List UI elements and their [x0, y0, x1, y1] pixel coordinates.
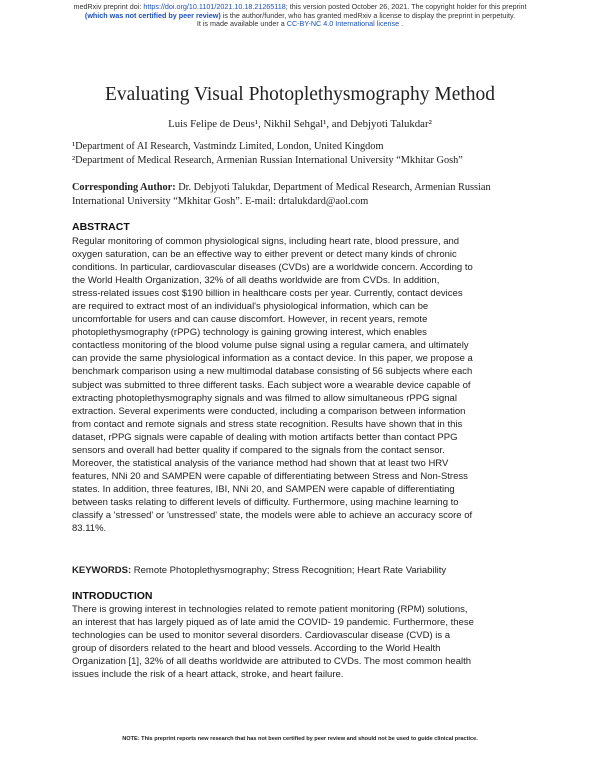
banner-line-2: (which was not certified by peer review) is the author/funder, who has granted medRxiv a license to display the preprint in perpetuity.: [84, 10, 516, 20]
corresponding-text: Dr. Debjyoti Talukdar, Department of Medical Research, Armenian Russian International University “Mkhitar Gosh”. E-mail: drtalukdard@aol.com: [72, 182, 491, 207]
text-line: the World Health Organization, 32% of all deaths worldwide are from CVDs. In addition,: [72, 275, 440, 287]
corresponding-author: [72, 181, 532, 209]
text-line: between tasks relating to different levels of difficulty. Furthermore, using machine learning to: [72, 496, 459, 508]
text-line: oxygen saturation, can be an effective way to either prevent or detect many kinds of chronic: [72, 249, 457, 261]
text-line: Organization [1], 32% of all deaths worldwide are attributed to CVDs. The most common health: [72, 656, 472, 668]
text-line: sensors and overall had better quality if compared to the signals from the contact sensor.: [72, 444, 445, 456]
text-line: can provide the same physiological information as a contact device. In this paper, we propose a: [72, 353, 473, 365]
license-link[interactable]: CC-BY-NC 4.0 International license: [286, 19, 400, 29]
abstract-body: [72, 235, 540, 535]
doi-link[interactable]: https://doi.org/10.1101/2021.10.18.21265118: [143, 2, 286, 11]
text-line: benchmark comparison using a new multimodal database consisting of 56 subjects where each: [72, 366, 473, 378]
text-line: extraction. Several experiments were conducted, including a comparison between information: [72, 405, 466, 417]
text-line: classify a 'stressed' or 'unstressed' state, the models were able to achieve an accuracy score of: [72, 509, 473, 521]
text-line: subject was submitted to three different tasks. Each subject wore a wearable device capable of: [72, 379, 471, 391]
text-line: 83.11%.: [72, 523, 107, 535]
text-line: group of disorders related to the heart and blood vessels. According to the World Health: [72, 643, 441, 655]
text-line: issues include the risk of a heart attack, stroke, and heart failure.: [72, 669, 344, 681]
keywords: [72, 565, 446, 576]
text-line: dataset, rPPG signals were capable of dealing with motion artifacts better than contact PPG: [72, 431, 458, 443]
preprint-banner: [0, 3, 600, 29]
text-line: stress-related issues cost $190 billion in healthcare costs per year. Currently, contact devices: [72, 288, 463, 300]
author-list: Luis Felipe de Deus¹, Nikhil Sehgal¹, and Debjyoti Talukdar²: [168, 118, 432, 130]
text-line: Regular monitoring of common physiological signs, including heart rate, blood pressure, and: [72, 236, 460, 247]
affiliation-1: ¹Department of AI Research, Vastmindz Limited, London, United Kingdom: [72, 141, 384, 152]
text-line: There is growing interest in technologies related to remote patient monitoring (RPM) solutions,: [72, 604, 468, 615]
paper-title: Evaluating Visual Photoplethysmography Method: [104, 84, 496, 105]
text-line: states. In addition, three features, IBI, NNi 20, and SAMPEN were capable of differentiating: [72, 483, 455, 495]
text-line: photoplethysmography (rPPG) technology is gaining growing interest, which enables: [72, 327, 427, 339]
keywords-text: Remote Photoplethysmography; Stress Recognition; Heart Rate Variability: [131, 565, 447, 576]
text-line: contactless monitoring of the blood volume pulse signal using a regular camera, and ultimately: [72, 340, 469, 352]
text-line: uncomfortable for users and can cause discomfort. However, in recent years, remote: [72, 314, 428, 326]
text-line: are required to extract most of an individual's physiological information, which can be: [72, 301, 429, 313]
banner-line-3: It is made available under a CC-BY-NC 4.0 International license .: [196, 19, 404, 29]
text-line: extracting photoplethysmography signals and was filmed to allow simultaneous rPPG signal: [72, 392, 457, 404]
keywords-label: KEYWORDS:: [72, 565, 132, 576]
text-line: an interest that has largely piqued as of late amid the COVID- 19 pandemic. Furthermore, these: [72, 617, 474, 629]
abstract-heading: ABSTRACT: [72, 221, 130, 233]
banner-line-1: medRxiv preprint doi: https://doi.org/10.1101/2021.10.18.21265118; this version posted October 26, 2021. The copyright holder for this preprint: [73, 2, 527, 11]
corresponding-label: Corresponding Author:: [72, 182, 176, 193]
text-line: conditions. In particular, cardiovascular diseases (CVDs) are a worldwide concern. According to: [72, 262, 473, 274]
introduction-body: [72, 603, 540, 681]
text-line: features, NNi 20 and SAMPEN were capable of differentiating between Stress and Non-Stress: [72, 470, 468, 482]
text-line: technologies can be used to monitor several disorders. Cardiovascular disease (CVD) is a: [72, 630, 451, 642]
text-line: Moreover, the statistical analysis of the variance method had shown that at least two HRV: [72, 457, 449, 469]
introduction-heading: INTRODUCTION: [72, 590, 153, 602]
text-line: from contact and remote signals and stress state recognition. Results have shown that in this: [72, 418, 463, 430]
peer-review-note: NOTE: This preprint reports new research that has not been certified by peer review and should not be used to guide clinical practice.: [122, 736, 478, 742]
affiliation-2: ²Department of Medical Research, Armenian Russian International University “Mkhitar Gosh”: [72, 155, 463, 166]
